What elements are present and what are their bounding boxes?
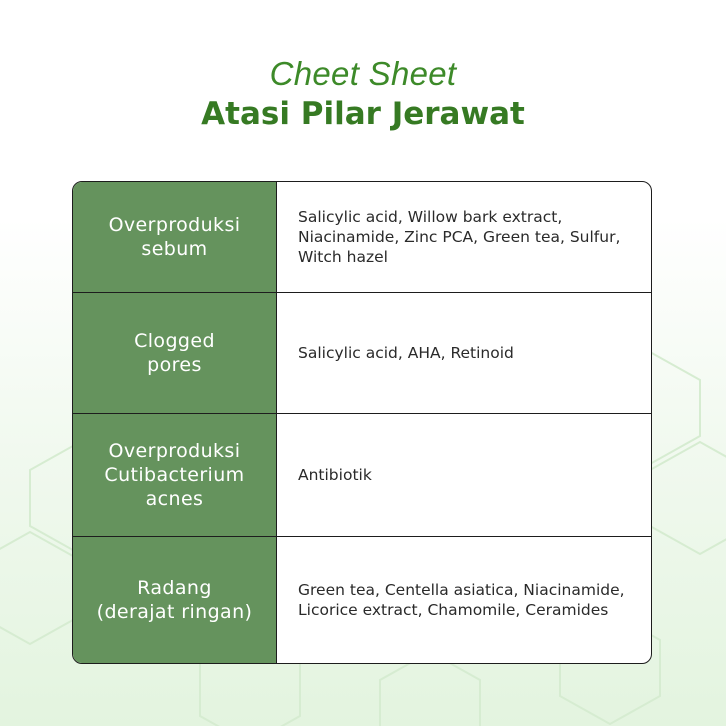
ingredients-text: Salicylic acid, Willow bark extract, Niacinamide, Zinc PCA, Green tea, Sulfur, Witch hazel: [298, 208, 621, 266]
table-row: [73, 293, 651, 413]
table-row: [73, 537, 651, 663]
table-row: [73, 182, 651, 292]
cause-cell: Radang (derajat ringan): [73, 537, 277, 663]
ingredients-cell: [277, 414, 651, 536]
page-title: Atasi Pilar Jerawat: [201, 96, 525, 132]
cheat-sheet-table: [72, 181, 652, 664]
ingredients-text: Green tea, Centella asiatica, Niacinamide, Licorice extract, Chamomile, Ceramides: [298, 581, 625, 619]
subtitle: Cheet Sheet: [269, 55, 457, 92]
table-row: [73, 414, 651, 536]
cause-cell: Overproduksi sebum: [73, 182, 277, 292]
cause-cell: Clogged pores: [73, 293, 277, 413]
ingredients-cell: [277, 293, 651, 413]
cause-cell: Overproduksi Cutibacterium acnes: [73, 414, 277, 536]
ingredients-cell: [277, 182, 651, 292]
ingredients-text: Salicylic acid, AHA, Retinoid: [298, 344, 514, 362]
ingredients-cell: [277, 537, 651, 663]
header: [0, 54, 726, 134]
ingredients-text: Antibiotik: [298, 466, 372, 484]
